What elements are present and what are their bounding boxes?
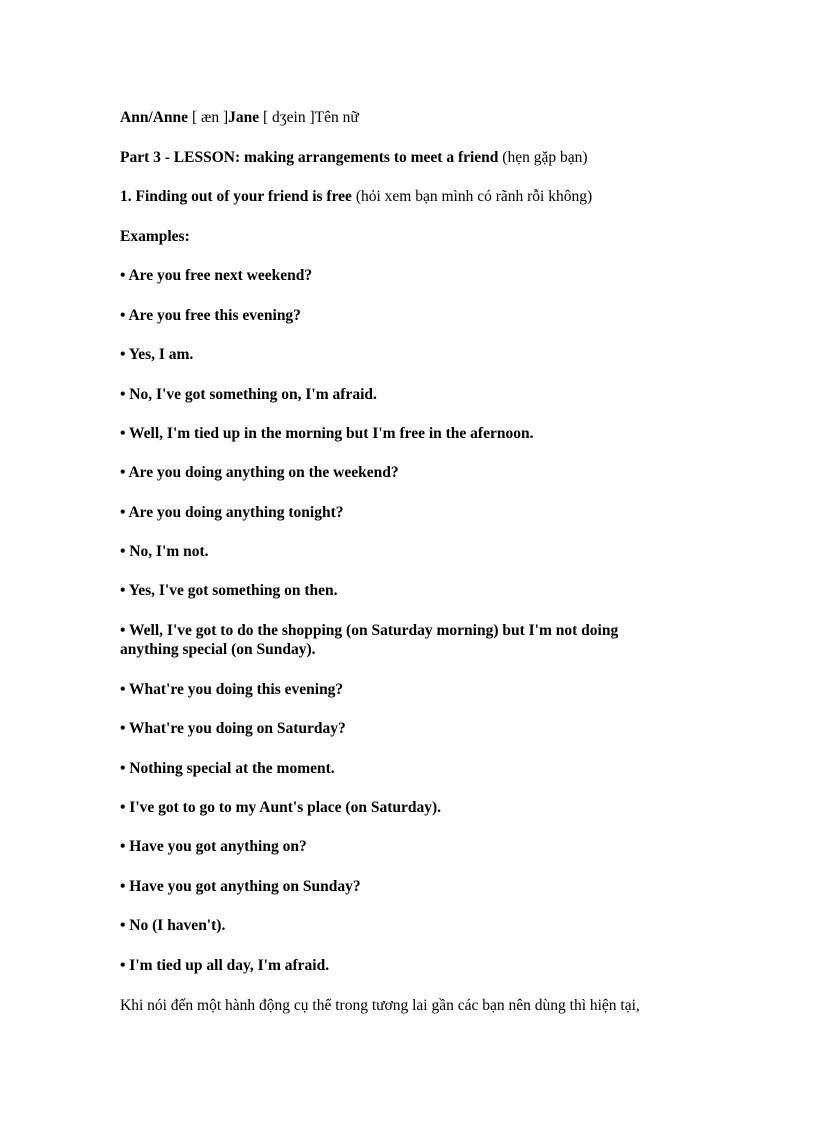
example-item: • Yes, I've got something on then. [120, 582, 338, 599]
name-ann: Ann/Anne [120, 109, 189, 126]
lesson-title [120, 148, 720, 167]
example-item: • What're you doing on Saturday? [120, 720, 346, 737]
example-item: • I'm tied up all day, I'm afraid. [120, 957, 330, 974]
examples-heading: Examples: [120, 228, 190, 245]
example-item: • Yes, I am. [120, 346, 194, 363]
example-item: • Have you got anything on? [120, 838, 307, 855]
example-item: • Are you doing anything tonight? [120, 504, 344, 521]
names-line [120, 108, 720, 127]
pronunciation-ann: [ æn ] [188, 109, 229, 126]
example-item: • Have you got anything on Sunday? [120, 878, 361, 895]
example-item: • Well, I'm tied up in the morning but I'm free in the afernoon. [120, 425, 534, 442]
example-item: • Are you free this evening? [120, 307, 301, 324]
pronunciation-jane: [ dʒein ]Tên nữ [259, 109, 359, 126]
example-item: • I've got to go to my Aunt's place (on Saturday). [120, 799, 442, 816]
lesson-title-translation: (hẹn gặp bạn) [498, 149, 588, 166]
example-item: • Nothing special at the moment. [120, 760, 335, 777]
example-item: • No, I've got something on, I'm afraid. [120, 386, 377, 403]
closing-paragraph: Khi nói đến một hành động cụ thể trong tương lai gần các bạn nên dùng thì hiện tại, [120, 997, 640, 1014]
example-item: • Are you doing anything on the weekend? [120, 464, 399, 481]
section-heading-translation: (hỏi xem bạn mình có rãnh rỗi không) [351, 188, 593, 205]
name-jane: Jane [228, 109, 260, 126]
example-item: • What're you doing this evening? [120, 681, 344, 698]
example-item: • Are you free next weekend? [120, 267, 313, 284]
lesson-title-bold: Part 3 - LESSON: making arrangements to meet a friend [120, 149, 499, 166]
example-item: • Well, I've got to do the shopping (on Saturday morning) but I'm not doing anything special (on Sunday). [120, 622, 619, 658]
example-item: • No (I haven't). [120, 917, 226, 934]
section-heading [120, 187, 720, 206]
section-heading-bold: 1. Finding out of your friend is free [120, 188, 352, 205]
example-item: • No, I'm not. [120, 543, 209, 560]
